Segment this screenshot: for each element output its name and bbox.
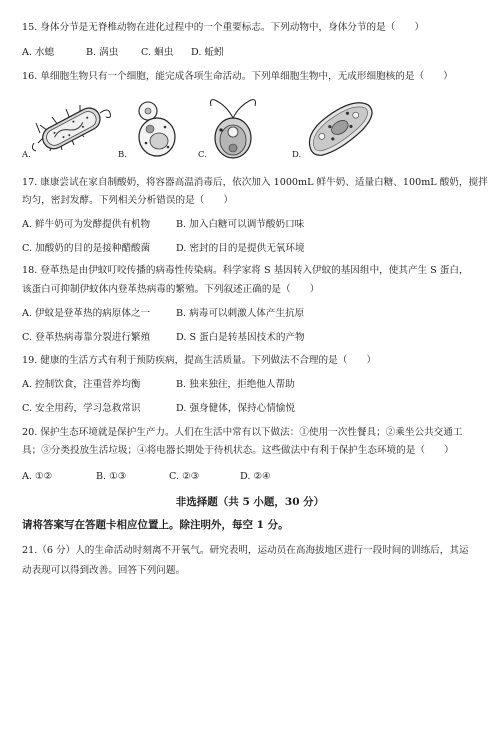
- section-notice: 请将答案写在答题卡相应位置上。除注明外，每空 1 分。: [22, 519, 289, 531]
- q19-option-a: A. 控制饮食，注重营养均衡: [22, 379, 141, 390]
- q21-stem-line-1: 21.（6 分）人的生命活动时刻离不开氧气。研究表明，运动员在高海拔地区进行一段时间的训练后，其运: [22, 545, 469, 556]
- q19-option-d: D. 强身健体，保持心情愉悦: [176, 403, 295, 414]
- q20-option-a: A. ①②: [22, 471, 53, 482]
- q15-option-a: A. 水螅: [22, 47, 55, 58]
- q18-option-b: B. 病毒可以刺激人体产生抗原: [176, 308, 305, 319]
- q16-stem: 16. 单细胞生物只有一个细胞，能完成各项生命活动。下列单细胞生物中，无成形细胞核的是（ ）: [22, 71, 453, 82]
- q15-option-b: B. 涡虫: [86, 47, 119, 58]
- q17-option-a: A. 鲜牛奶可为发酵提供有机物: [22, 219, 151, 230]
- q19-stem: 19. 健康的生活方式有利于预防疾病，提高生活质量。下列做法不合理的是（ ）: [22, 355, 377, 366]
- q16-option-a: A.: [22, 150, 31, 160]
- q20-stem-line-2: 具；③分类投放生活垃圾；④将电器长期处于待机状态。这些做法中有利于保护生态环境的是（ ）: [22, 445, 454, 456]
- section-title: 非选择题（共 5 小题，30 分）: [175, 496, 325, 508]
- q17-stem-line-1: 17. 康康尝试在家自制酸奶，将容器高温消毒后，依次加入 1000mL 鲜牛奶、适量白糖、100mL 酸奶，搅拌: [22, 177, 488, 188]
- q18-stem-line-2: 该蛋白可抑制伊蚊体内登革热病毒的繁殖。下列叙述正确的是（ ）: [22, 284, 320, 295]
- q18-option-c: C. 登革热病毒靠分裂进行繁殖: [22, 332, 151, 343]
- q19-option-c: C. 安全用药，学习急救常识: [22, 403, 141, 414]
- q21-stem-line-2: 动表现可以得到改善。回答下列问题。: [22, 565, 186, 576]
- paramecium-illustration: [298, 100, 380, 156]
- yeast-illustration: [132, 97, 182, 159]
- q16-option-b: B.: [118, 150, 127, 160]
- q17-option-d: D. 密封的目的是提供无氧环境: [176, 243, 305, 254]
- q18-option-a: A. 伊蚊是登革热的病原体之一: [22, 308, 151, 319]
- q20-option-d: D. ②④: [240, 471, 271, 482]
- q17-stem-line-2: 均匀，密封发酵。下列相关分析错误的是（ ）: [22, 195, 234, 206]
- q16-option-d: D.: [292, 150, 302, 160]
- q20-stem-line-1: 20. 保护生态环境就是保护生产力。人们在生活中常有以下做法：①使用一次性餐具；②乘坐公共交通工: [22, 427, 463, 438]
- bacterium-illustration: [30, 103, 112, 153]
- q15-stem: 15. 身体分节是无脊椎动物在进化过程中的一个重要标志。下列动物中，身体分节的是（ ）: [22, 22, 425, 33]
- q15-option-c: C. 蛔虫: [141, 47, 174, 58]
- q18-stem-line-1: 18. 登革热是由伊蚊叮咬传播的病毒性传染病。科学家将 S 基因转入伊蚊的基因组中，使其产生 S 蛋白，: [22, 265, 469, 276]
- q20-option-c: C. ②③: [169, 471, 200, 482]
- q20-option-b: B. ①③: [96, 471, 127, 482]
- chlamydomonas-illustration: [205, 96, 261, 160]
- q16-option-c: C.: [198, 150, 207, 160]
- q17-option-c: C. 加酸奶的目的是接种醋酸菌: [22, 243, 151, 254]
- q15-option-d: D. 蚯蚓: [191, 47, 224, 58]
- q19-option-b: B. 独来独往，拒绝他人帮助: [176, 379, 295, 390]
- q17-option-b: B. 加入白糖可以调节酸奶口味: [176, 219, 305, 230]
- q18-option-d: D. S 蛋白是转基因技术的产物: [176, 332, 305, 343]
